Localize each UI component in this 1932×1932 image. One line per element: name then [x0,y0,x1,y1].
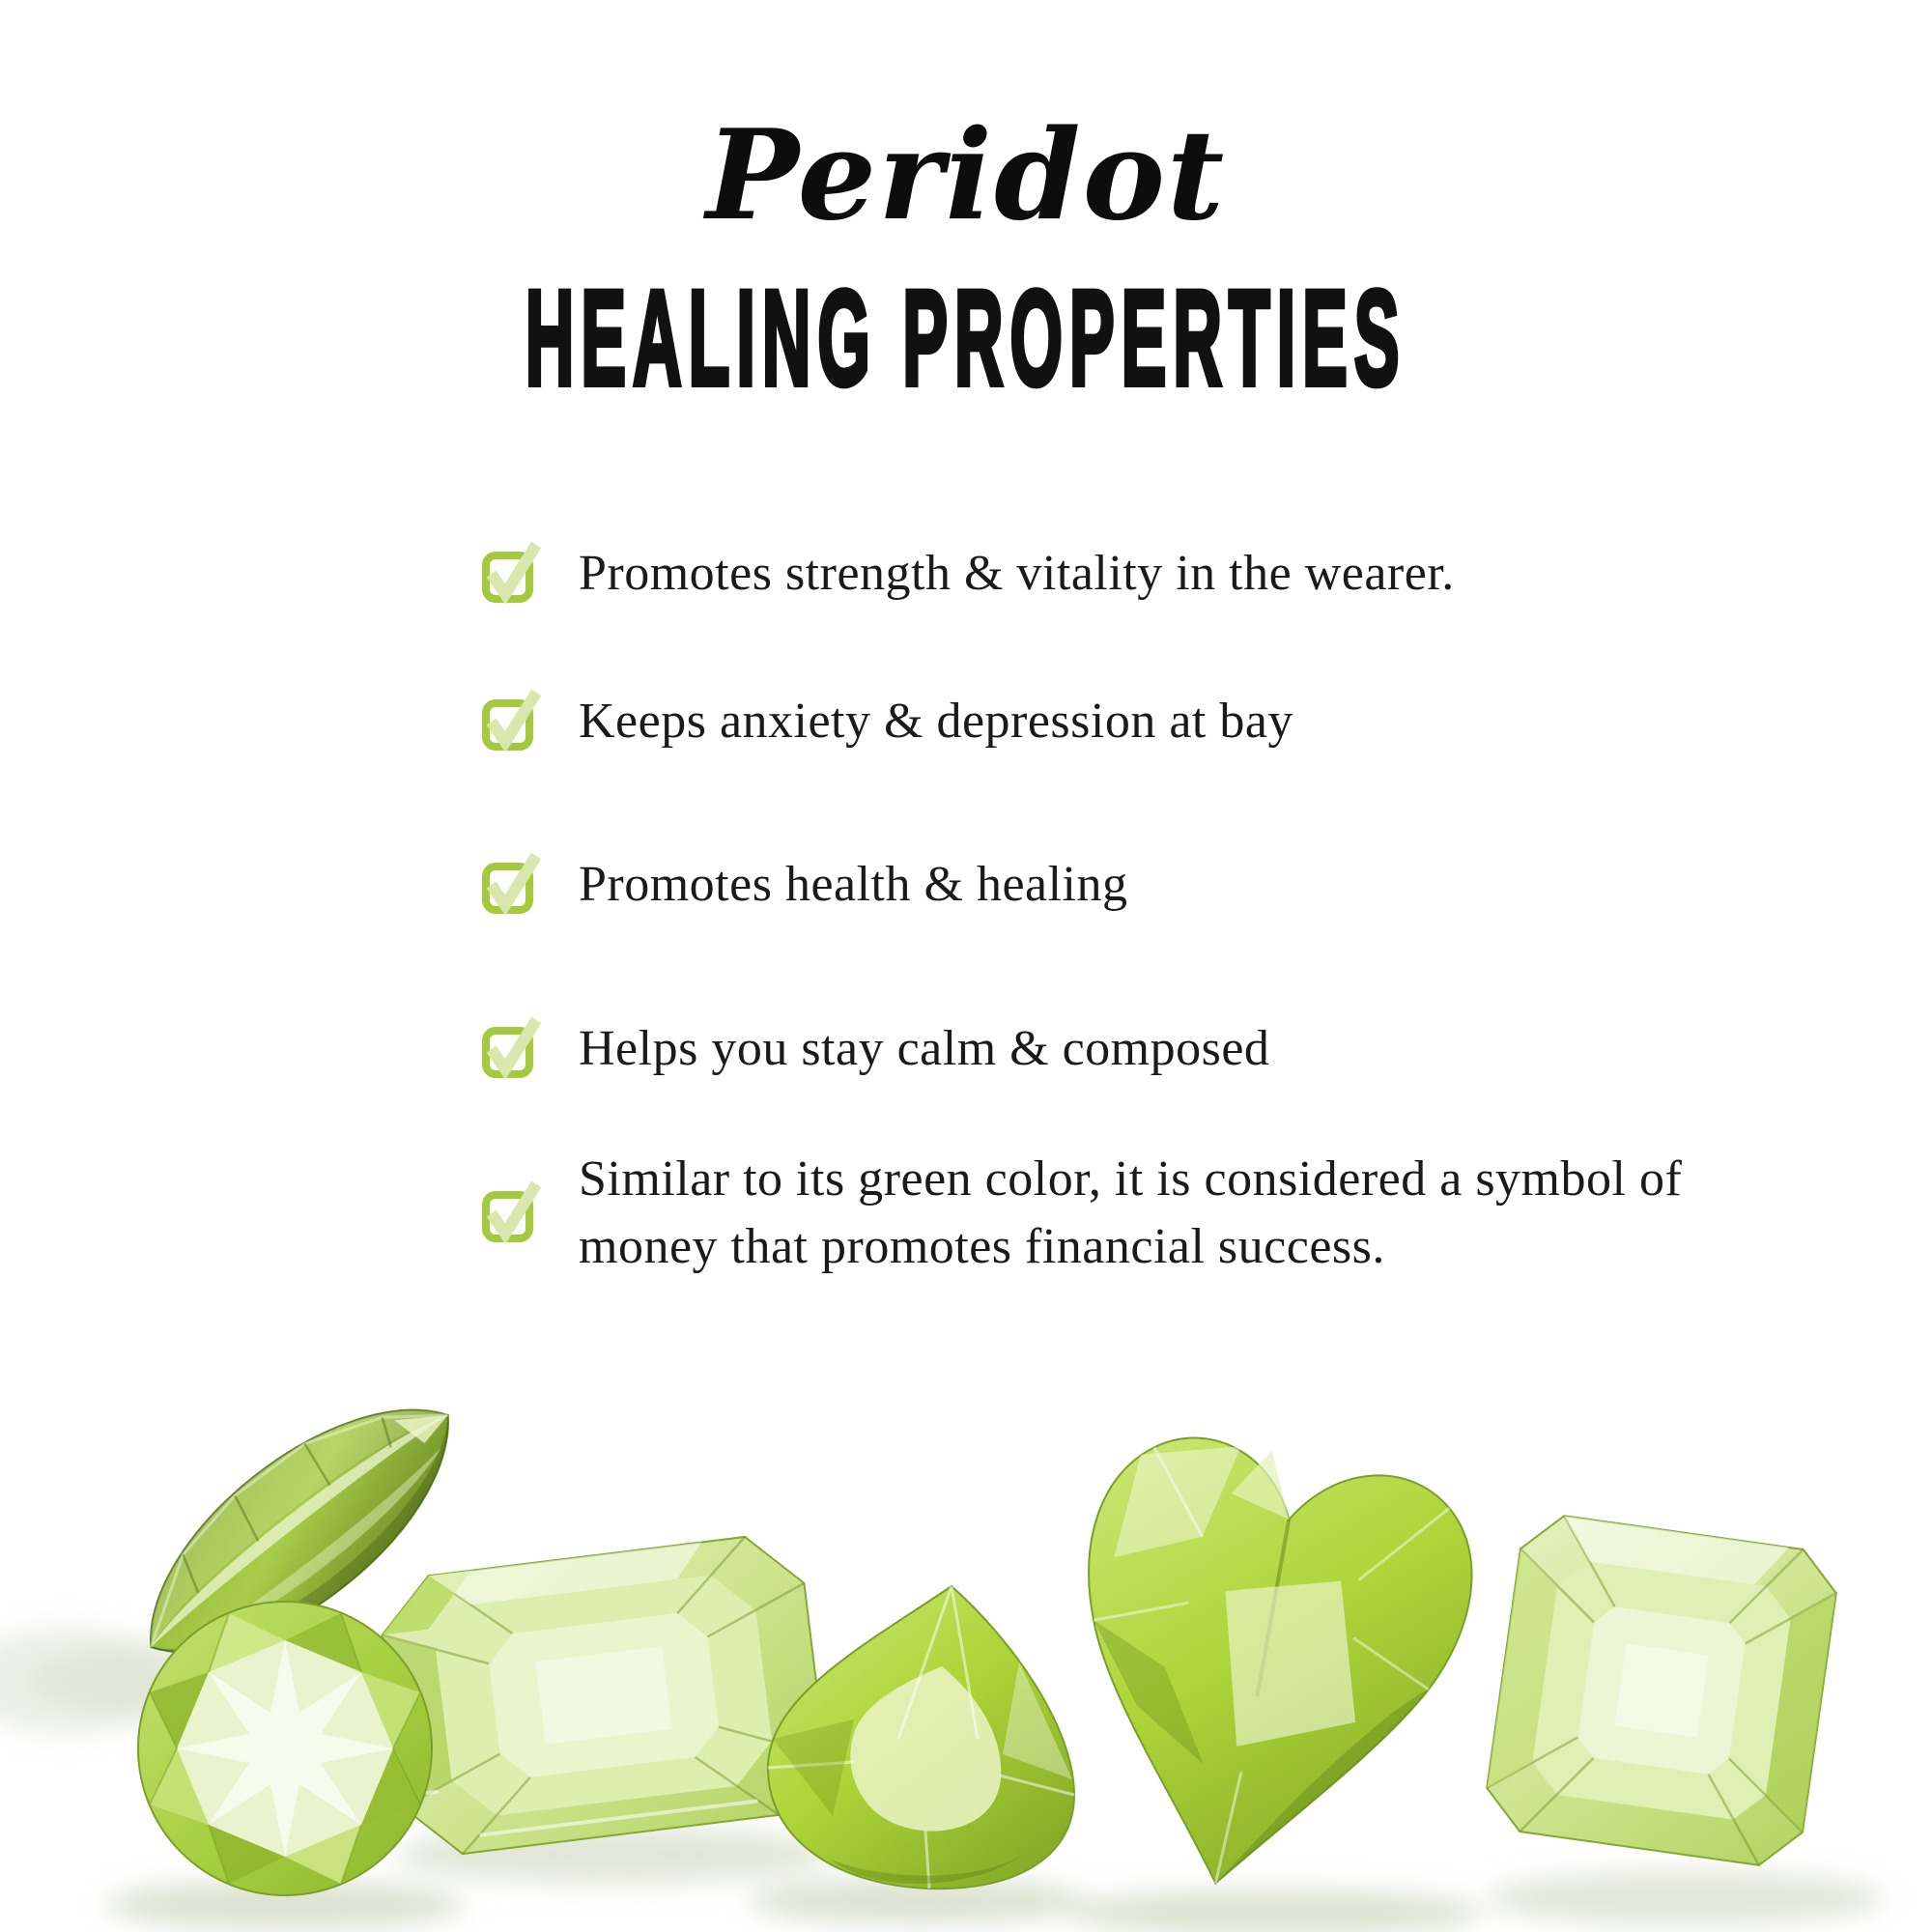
checklist-item [481,1015,1269,1083]
checklist-item-label: Keeps anxiety & depression at bay [579,694,1293,749]
page-subtitle-wrap [0,262,1932,413]
page-title: Peridot [705,103,1227,248]
checked-checkbox-icon [481,858,535,912]
gem-emerald-cut [376,1530,832,1860]
gem-pear [768,1586,1074,1889]
checklist-item [481,688,1293,755]
peridot-gemstones-photo [0,1333,1932,1932]
checklist-item [481,851,1128,919]
checklist-item-label: Promotes health & healing [579,857,1128,912]
checked-checkbox-icon [481,1186,535,1240]
checklist-item [481,1146,1699,1281]
checked-checkbox-icon [481,695,535,749]
gem-round [138,1602,432,1895]
checklist-item-label: Helps you stay calm & composed [579,1021,1270,1076]
checked-checkbox-icon [481,1022,535,1076]
checked-checkbox-icon [481,547,535,601]
checklist-item-label: Similar to its green color, it is considered a symbol of money that promotes financial success. [579,1151,1683,1274]
checklist-item [481,540,1455,608]
checklist-item-label: Promotes strength & vitality in the wearer. [579,546,1455,601]
page-subtitle: HEALING PROPERTIES [526,262,1406,413]
gem-heart [1027,1418,1492,1923]
gem-square-step-cut [1482,1511,1842,1871]
